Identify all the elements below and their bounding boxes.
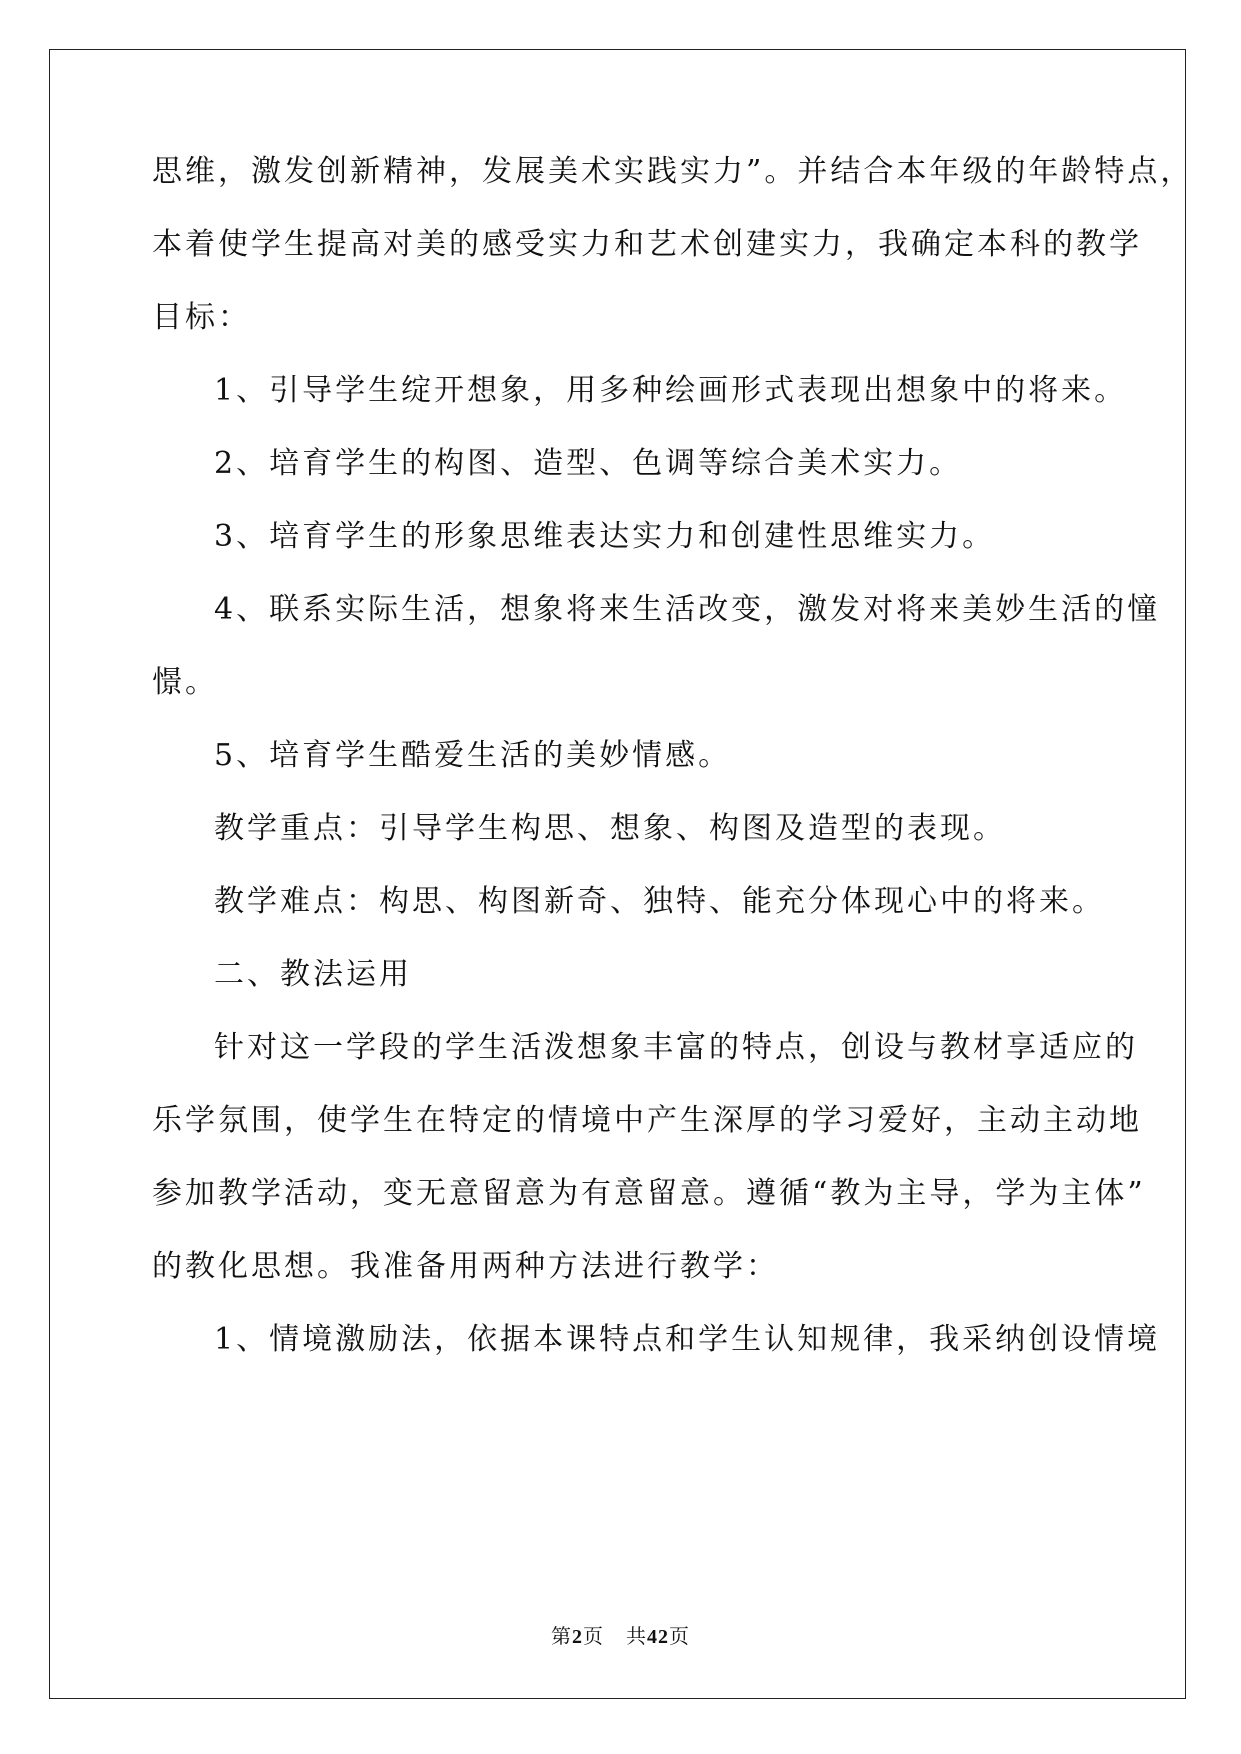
page-border — [49, 49, 1194, 1699]
footer-page-suffix: 页 — [583, 1624, 604, 1648]
footer-total-suffix: 页 — [669, 1624, 690, 1648]
text-line-3: 目标： — [152, 300, 251, 335]
text-line-2: 本着使学生提高对美的感受实力和艺术创建实力，我确定本科的教学 — [152, 227, 1142, 262]
text-line-12: 二、教法运用 — [214, 957, 412, 992]
text-line-15: 参加教学活动，变无意留意为有意留意。遵循“教为主导，学为主体” — [152, 1176, 1146, 1211]
text-line-14: 乐学氛围，使学生在特定的情境中产生深厚的学习爱好，主动主动地 — [152, 1103, 1142, 1138]
text-line-6: 3、培育学生的形象思维表达实力和创建性思维实力。 — [214, 519, 996, 554]
footer-total-pages: 42 — [647, 1626, 669, 1648]
text-line-10: 教学重点：引导学生构思、想象、构图及造型的表现。 — [214, 811, 1006, 846]
text-line-1: 思维，激发创新精神，发展美术实践实力”。并结合本年级的年龄特点， — [152, 154, 1194, 189]
text-line-16: 的教化思想。我准备用两种方法进行教学： — [152, 1249, 779, 1284]
text-line-13: 针对这一学段的学生活泼想象丰富的特点，创设与教材享适应的 — [214, 1030, 1138, 1065]
page-footer — [0, 1623, 1241, 1650]
text-line-9: 5、培育学生酷爱生活的美妙情感。 — [214, 738, 732, 773]
text-line-11: 教学难点：构思、构图新奇、独特、能充分体现心中的将来。 — [214, 884, 1105, 919]
footer-prefix: 第 — [551, 1624, 572, 1648]
text-line-7: 4、联系实际生活，想象将来生活改变，激发对将来美妙生活的憧 — [214, 592, 1161, 627]
text-line-5: 2、培育学生的构图、造型、色调等综合美术实力。 — [214, 446, 963, 481]
text-line-8: 憬。 — [152, 665, 218, 700]
text-line-17: 1、情境激励法，依据本课特点和学生认知规律，我采纳创设情境 — [214, 1322, 1161, 1357]
text-line-4: 1、引导学生绽开想象，用多种绘画形式表现出想象中的将来。 — [214, 373, 1128, 408]
footer-page-number: 2 — [572, 1626, 583, 1648]
footer-total-prefix: 共 — [626, 1624, 647, 1648]
